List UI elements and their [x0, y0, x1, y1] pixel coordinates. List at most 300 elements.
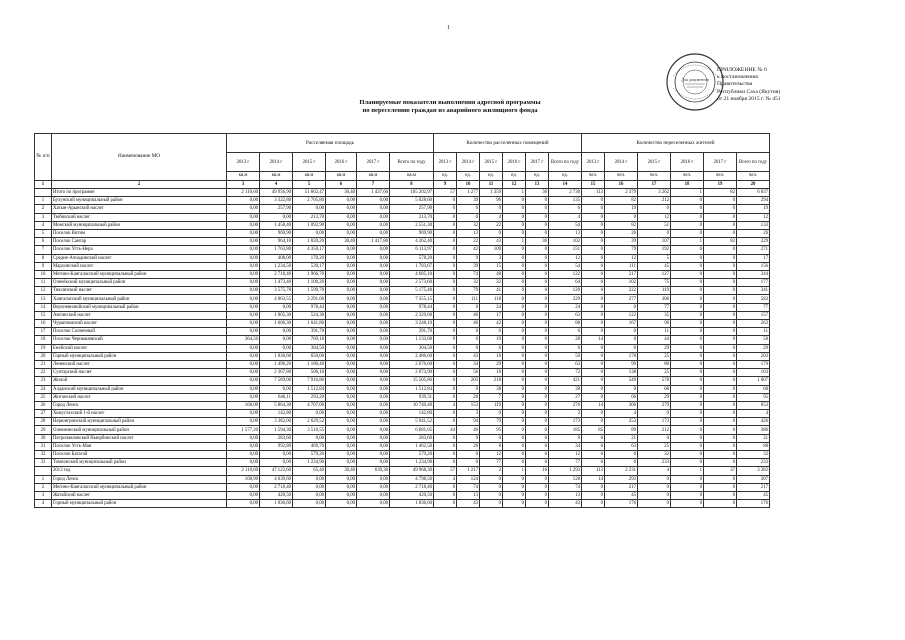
table-cell: 2 705,80 [293, 197, 326, 205]
row-number-cell: 30 [35, 434, 52, 442]
table-cell: 0,00 [326, 418, 357, 426]
table-cell: 4 [737, 410, 770, 418]
table-cell: 26 [457, 442, 480, 450]
appendix-line: Республики Саха (Якутия) [717, 88, 781, 95]
table-cell: 167 [605, 320, 638, 328]
table-cell: 0 [503, 500, 526, 508]
table-cell: 0,00 [227, 344, 260, 352]
table-cell: 2 629,52 [293, 418, 326, 426]
table-cell: 0,00 [260, 459, 293, 467]
row-number-cell: 7 [35, 246, 52, 254]
table-cell: 279 [638, 401, 671, 409]
table-cell: 0,00 [227, 213, 260, 221]
unit-header: чел. [704, 172, 737, 181]
table-cell: 0 [503, 491, 526, 499]
table-cell: 34 [457, 360, 480, 368]
table-row [35, 491, 770, 499]
table-cell: 1 473,40 [260, 279, 293, 287]
table-cell: 0 [503, 221, 526, 229]
table-cell: 0,00 [357, 320, 390, 328]
table-cell: 178 [605, 352, 638, 360]
table-cell: 99 [605, 360, 638, 368]
unit-header: ед. [457, 172, 480, 181]
table-cell: 549 [605, 377, 638, 385]
table-cell: 6 [457, 205, 480, 213]
year-header: 2017 г [526, 153, 549, 172]
table-cell: 0 [582, 500, 605, 508]
table-row [35, 336, 770, 344]
table-cell: 1 512,84 [390, 385, 434, 393]
table-cell: 0 [526, 410, 549, 418]
table-cell: 0 [704, 352, 737, 360]
table-cell: 51 [638, 221, 671, 229]
table-row [35, 401, 770, 409]
table-row [35, 369, 770, 377]
table-cell: 22 [457, 238, 480, 246]
table-row [35, 262, 770, 270]
table-cell: 0,00 [357, 434, 390, 442]
table-cell: 36 [526, 189, 549, 197]
table-cell: 4 262,40 [390, 238, 434, 246]
table-cell: 0 [671, 491, 704, 499]
row-number-cell: 3 [35, 213, 52, 221]
table-cell: 2 486,60 [390, 352, 434, 360]
table-cell: 127 [638, 270, 671, 278]
table-cell: 0,00 [326, 434, 357, 442]
table-cell: 94 [457, 418, 480, 426]
table-cell: 0 [434, 491, 457, 499]
unit-header: чел. [582, 172, 605, 181]
column-index: 8 [390, 180, 434, 189]
table-cell: 0,00 [260, 328, 293, 336]
table-cell: 0 [434, 197, 457, 205]
table-cell: 0 [671, 279, 704, 287]
table-cell: 978,44 [293, 303, 326, 311]
document-title [270, 99, 630, 115]
table-cell: 0 [503, 434, 526, 442]
table-cell: 14 [582, 336, 605, 344]
municipality-name-cell: Томпонский муниципальный район [52, 459, 227, 467]
column-index: 6 [326, 180, 357, 189]
table-cell: 111 [605, 262, 638, 270]
table-cell: 3 510,55 [293, 426, 326, 434]
table-cell: 44 [434, 426, 457, 434]
table-cell: 0 [582, 352, 605, 360]
table-cell: 0 [704, 270, 737, 278]
municipality-name-cell: Мархинский наслег [52, 262, 227, 270]
table-cell: 0 [434, 328, 457, 336]
table-cell: 0,00 [326, 197, 357, 205]
table-cell: 0,00 [326, 500, 357, 508]
table-cell: 1 092,90 [293, 221, 326, 229]
column-index: 5 [293, 180, 326, 189]
municipality-name-cell: Лененский наслег [52, 360, 227, 368]
table-cell: 0,00 [357, 303, 390, 311]
table-row [35, 434, 770, 442]
table-cell: 9 [434, 336, 457, 344]
table-cell: 0,00 [227, 246, 260, 254]
table-cell: 0 [434, 410, 457, 418]
table-cell: 218 [480, 377, 503, 385]
table-cell: 0 [526, 270, 549, 278]
table-cell: 579,20 [293, 451, 326, 459]
municipality-name-cell: Поселок Усть-Мая [52, 442, 227, 450]
table-cell: 1 577,20 [227, 426, 260, 434]
table-cell: 0,00 [357, 352, 390, 360]
table-cell: 0 [434, 229, 457, 237]
table-cell: 0 [638, 475, 671, 483]
table-cell: 1 234,90 [390, 459, 434, 467]
table-cell: 769,18 [293, 336, 326, 344]
municipality-name-cell: Мегино-Кангаласский муниципальный район [52, 270, 227, 278]
table-cell: 0 [503, 410, 526, 418]
table-cell: 0 [434, 238, 457, 246]
table-cell: 43 [457, 500, 480, 508]
table-cell: 15 [480, 262, 503, 270]
table-cell: 177 [737, 279, 770, 287]
table-cell: 7 [480, 393, 503, 401]
row-number-cell: 27 [35, 410, 52, 418]
table-cell: 579,20 [390, 451, 434, 459]
table-cell: 2 718,40 [260, 483, 293, 491]
table-cell: 0,00 [227, 459, 260, 467]
table-cell: 0 [582, 360, 605, 368]
table-cell: 650,00 [293, 352, 326, 360]
table-cell: 0 [638, 483, 671, 491]
table-cell: 1 966,70 [293, 270, 326, 278]
row-number-cell: 6 [35, 238, 52, 246]
table-cell: 6 [549, 344, 582, 352]
year-header: 2014 г [260, 153, 293, 172]
table-cell: 45 [605, 491, 638, 499]
table-cell: 38 [480, 385, 503, 393]
table-cell: 0,00 [357, 279, 390, 287]
table-cell: 29 [638, 344, 671, 352]
table-cell: 0 [457, 336, 480, 344]
table-cell: 54 [549, 262, 582, 270]
table-cell: 1 359 [480, 189, 503, 197]
table-cell: 0,00 [357, 270, 390, 278]
table-cell: 124 [457, 475, 480, 483]
table-cell: 1 234,50 [260, 262, 293, 270]
table-cell: 1 805,30 [260, 311, 293, 319]
unit-header: чел. [737, 172, 770, 181]
table-cell: 37 [704, 467, 737, 475]
table-cell: 0 [434, 279, 457, 287]
table-row [35, 238, 770, 246]
table-cell: 79 [457, 287, 480, 295]
table-cell: 0 [526, 221, 549, 229]
total-year-header: Всего по году [549, 153, 582, 172]
page-number: 1 [447, 25, 450, 31]
municipality-name-cell: Амгинский наслег [52, 311, 227, 319]
table-cell: 0 [503, 320, 526, 328]
table-cell: 7 916,80 [293, 377, 326, 385]
table-cell: 0 [704, 459, 737, 467]
table-cell: 4 063,55 [260, 295, 293, 303]
table-cell: 1 836,60 [390, 500, 434, 508]
table-cell: 1 100,20 [293, 279, 326, 287]
col-number-header: № п/п [35, 134, 52, 181]
table-cell: 0 [503, 393, 526, 401]
table-cell: 49 968,30 [390, 467, 434, 475]
table-cell: 0 [503, 213, 526, 221]
year-header: 2013 г [227, 153, 260, 172]
table-cell: 6 113,97 [390, 246, 434, 254]
table-cell: 74 [457, 483, 480, 491]
row-number-cell: 11 [35, 279, 52, 287]
table-cell: 233 [737, 459, 770, 467]
table-cell: 12 [480, 451, 503, 459]
row-number-cell: 31 [35, 442, 52, 450]
program-indicators-table [34, 133, 770, 508]
municipality-name-cell: Енейский наслег [52, 344, 227, 352]
row-number-cell: 1 [35, 475, 52, 483]
table-cell: 0 [704, 451, 737, 459]
table-cell: 0 [704, 442, 737, 450]
table-cell: 0,00 [227, 491, 260, 499]
table-cell: 277 [605, 295, 638, 303]
table-cell: 0,00 [227, 205, 260, 213]
table-cell: 0 [671, 246, 704, 254]
municipality-name-cell: Нерюнгринский муниципальный район [52, 418, 227, 426]
table-cell: 344 [737, 270, 770, 278]
table-cell: 1 234,90 [293, 459, 326, 467]
table-cell: 0 [671, 352, 704, 360]
year-header: 2015 г [293, 153, 326, 172]
table-cell: 21 [605, 434, 638, 442]
table-cell: 14 [582, 475, 605, 483]
table-cell: 0 [671, 393, 704, 401]
table-cell: 0 [457, 213, 480, 221]
table-body [35, 189, 770, 508]
row-number-cell: 9 [35, 262, 52, 270]
table-cell: 0 [434, 287, 457, 295]
table-cell: 0,00 [326, 287, 357, 295]
table-cell: 0,00 [260, 213, 293, 221]
table-cell: 0,00 [357, 459, 390, 467]
column-index: 7 [357, 180, 390, 189]
municipality-name-cell: Поселок Усть-Нера [52, 246, 227, 254]
table-cell: 0 [503, 385, 526, 393]
table-cell: 10 740,40 [390, 401, 434, 409]
table-cell: 19 [605, 205, 638, 213]
table-cell: 0,00 [357, 377, 390, 385]
table-cell: 0 [526, 311, 549, 319]
table-cell: 1 007 [737, 377, 770, 385]
table-cell: 170,20 [293, 254, 326, 262]
table-cell: 74 [549, 483, 582, 491]
table-cell: 56 [457, 369, 480, 377]
unit-header: чел. [605, 172, 638, 181]
municipality-name-cell: Итого по программе [52, 189, 227, 197]
table-cell: 0 [526, 352, 549, 360]
column-index: 19 [704, 180, 737, 189]
table-cell: 0,00 [326, 279, 357, 287]
table-cell: 3 575,78 [260, 287, 293, 295]
table-cell: 0 [671, 229, 704, 237]
table-cell: 0 [671, 328, 704, 336]
table-cell: 341 [737, 287, 770, 295]
table-cell: 0 [434, 246, 457, 254]
table-cell: 6 [549, 205, 582, 213]
table-cell: 229 [737, 238, 770, 246]
table-cell: 0,00 [357, 483, 390, 491]
table-cell: 0,00 [357, 426, 390, 434]
table-cell: 391,70 [293, 328, 326, 336]
table-cell: 32 [638, 451, 671, 459]
table-cell: 26 [605, 229, 638, 237]
table-cell: 578 [638, 377, 671, 385]
table-cell: 1 783,67 [390, 262, 434, 270]
table-row [35, 393, 770, 401]
table-cell: 2 551,30 [390, 221, 434, 229]
table-cell: 0 [434, 295, 457, 303]
table-cell: 0 [526, 451, 549, 459]
table-cell: 32 [457, 279, 480, 287]
row-number-cell: 24 [35, 385, 52, 393]
table-cell: 0 [503, 475, 526, 483]
table-cell: 16 [480, 369, 503, 377]
table-cell: 0 [605, 303, 638, 311]
table-cell: 77 [737, 303, 770, 311]
table-cell: 0 [434, 254, 457, 262]
table-row [35, 475, 770, 483]
table-cell: 0 [582, 377, 605, 385]
table-cell: 0 [671, 221, 704, 229]
table-cell: 32 [480, 279, 503, 287]
table-cell: 95 [480, 426, 503, 434]
table-cell: 0,00 [357, 287, 390, 295]
table-cell: 0 [671, 377, 704, 385]
municipality-name-cell: Хомустахский 1-й наслег [52, 410, 227, 418]
table-cell: 0 [582, 229, 605, 237]
table-cell: 22 [480, 221, 503, 229]
table-cell: 0 [434, 377, 457, 385]
table-cell: 0,00 [227, 328, 260, 336]
municipality-name-cell: Олекминский муниципальный район [52, 426, 227, 434]
row-number-cell [35, 189, 52, 197]
table-cell: 0 [526, 459, 549, 467]
table-cell: 203 [737, 352, 770, 360]
table-row [35, 311, 770, 319]
year-header: 2014 г [605, 153, 638, 172]
table-cell: 102 [549, 238, 582, 246]
group-rooms-header: Количество расселенных помещений [434, 134, 582, 153]
table-cell: 0,00 [357, 344, 390, 352]
table-cell: 0 [434, 352, 457, 360]
table-cell: 0,00 [326, 393, 357, 401]
table-cell: 0 [526, 295, 549, 303]
table-cell: 0 [638, 434, 671, 442]
table-cell: 0 [434, 459, 457, 467]
table-cell: 217 [605, 483, 638, 491]
table-cell: 63 [549, 311, 582, 319]
row-number-cell: 5 [35, 229, 52, 237]
table-cell: 0 [434, 369, 457, 377]
table-row [35, 295, 770, 303]
table-cell: 0 [704, 426, 737, 434]
table-cell: 0 [704, 385, 737, 393]
table-cell: 7 355,15 [390, 295, 434, 303]
table-cell: 0 [526, 385, 549, 393]
table-cell: 0 [526, 205, 549, 213]
column-index: 2 [52, 180, 227, 189]
table-cell: 142,80 [390, 410, 434, 418]
table-cell: 51 662,47 [293, 189, 326, 197]
table-cell: 0 [704, 336, 737, 344]
table-cell: 142,80 [260, 410, 293, 418]
table-cell: 0,00 [326, 213, 357, 221]
table-cell: 0 [638, 229, 671, 237]
table-cell: 0 [582, 418, 605, 426]
table-cell: 0,00 [326, 442, 357, 450]
table-cell: 386 [737, 426, 770, 434]
table-cell: 978,44 [390, 303, 434, 311]
table-row [35, 344, 770, 352]
table-cell: 58 [737, 336, 770, 344]
table-cell: 0 [526, 303, 549, 311]
municipality-name-cell: Петропавловский Ньюрбинский наслег [52, 434, 227, 442]
table-cell: 0 [503, 295, 526, 303]
table-cell: 0,00 [227, 483, 260, 491]
row-number-cell: 12 [35, 287, 52, 295]
table-cell: 283,60 [260, 434, 293, 442]
table-cell: 128 [549, 475, 582, 483]
seal-text: Для документов [681, 77, 709, 82]
table-cell: 0 [526, 401, 549, 409]
table-cell: 1 641,80 [293, 320, 326, 328]
table-row [35, 483, 770, 491]
table-cell: 163 [737, 369, 770, 377]
table-cell: 1 836,60 [260, 352, 293, 360]
table-cell: 0,00 [326, 254, 357, 262]
table-cell: 1 512,84 [293, 385, 326, 393]
table-cell: 0 [671, 459, 704, 467]
table-cell: 0 [638, 410, 671, 418]
table-cell: 0 [503, 352, 526, 360]
table-row [35, 467, 770, 475]
table-cell: 0,00 [326, 205, 357, 213]
table-cell: 0,00 [357, 451, 390, 459]
table-cell: 0 [582, 328, 605, 336]
table-cell: 969,90 [260, 229, 293, 237]
table-cell: 122 [549, 270, 582, 278]
table-cell: 0,00 [293, 205, 326, 213]
table-cell: 0 [503, 229, 526, 237]
table-cell: 45 [638, 262, 671, 270]
table-cell: 0,00 [326, 270, 357, 278]
table-cell: 113 [582, 189, 605, 197]
table-cell: 1 836,60 [260, 500, 293, 508]
table-cell: 939,31 [390, 393, 434, 401]
table-cell: 82 [704, 238, 737, 246]
table-cell: 2 110,60 [227, 467, 260, 475]
table-cell: 0 [582, 295, 605, 303]
row-number-cell: 19 [35, 344, 52, 352]
row-number-cell: 23 [35, 377, 52, 385]
table-cell: 0 [503, 328, 526, 336]
table-cell: 5 028,60 [390, 197, 434, 205]
table-cell: 222 [605, 287, 638, 295]
table-cell: 88 [549, 320, 582, 328]
table-cell: 0,00 [357, 336, 390, 344]
table-row [35, 197, 770, 205]
table-cell: 0,00 [357, 311, 390, 319]
table-cell: 233 [638, 459, 671, 467]
table-cell: 0,00 [357, 418, 390, 426]
table-cell: 0 [582, 483, 605, 491]
